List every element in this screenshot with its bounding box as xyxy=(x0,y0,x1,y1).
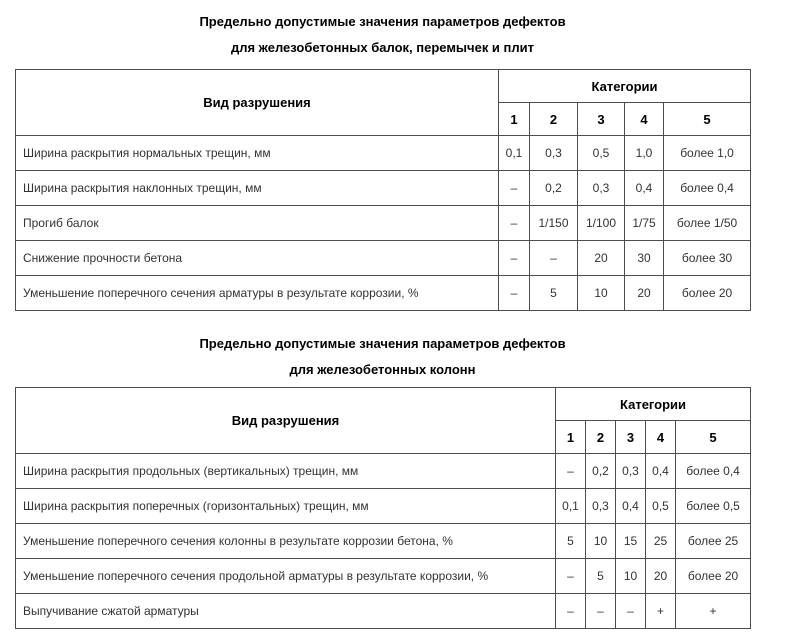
cell-value: 0,4 xyxy=(625,171,664,206)
cell-value: более 25 xyxy=(676,524,751,559)
cell-value: более 20 xyxy=(676,559,751,594)
table2-title xyxy=(15,331,750,383)
cell-value: – xyxy=(499,171,530,206)
kind-of-failure-header: Вид разрушения xyxy=(16,388,556,454)
row-label: Уменьшение поперечного сечения продольной арматуры в результате коррозии, % xyxy=(16,559,556,594)
cell-value: 0,2 xyxy=(586,454,616,489)
cell-value: 0,2 xyxy=(530,171,578,206)
cell-value: 0,3 xyxy=(530,136,578,171)
cell-value: 1/100 xyxy=(578,206,625,241)
table-row xyxy=(16,171,751,206)
cell-value: 0,3 xyxy=(578,171,625,206)
row-label: Ширина раскрытия нормальных трещин, мм xyxy=(16,136,499,171)
table-row xyxy=(16,241,751,276)
cell-value: 0,1 xyxy=(499,136,530,171)
cell-value: – xyxy=(586,594,616,629)
cell-value: 0,5 xyxy=(646,489,676,524)
cell-value: более 1,0 xyxy=(664,136,751,171)
cell-value: 5 xyxy=(556,524,586,559)
cell-value: – xyxy=(556,594,586,629)
defects-table-columns xyxy=(15,387,751,629)
cell-value: + xyxy=(676,594,751,629)
table2-title-line2: для железобетонных колонн xyxy=(289,362,476,377)
table1-title xyxy=(15,9,750,61)
cell-value: – xyxy=(556,559,586,594)
row-label: Уменьшение поперечного сечения арматуры в результате коррозии, % xyxy=(16,276,499,311)
row-label: Ширина раскрытия продольных (вертикальных) трещин, мм xyxy=(16,454,556,489)
table2-title-line1: Предельно допустимые значения параметров дефектов xyxy=(199,336,566,351)
category-5-header: 5 xyxy=(676,421,751,454)
cell-value: 10 xyxy=(578,276,625,311)
cell-value: 1/150 xyxy=(530,206,578,241)
table-row xyxy=(16,594,751,629)
cell-value: – xyxy=(499,206,530,241)
row-label: Ширина раскрытия поперечных (горизонтальных) трещин, мм xyxy=(16,489,556,524)
category-1-header: 1 xyxy=(499,103,530,136)
table-row xyxy=(16,489,751,524)
categories-header: Категории xyxy=(556,388,751,421)
category-2-header: 2 xyxy=(586,421,616,454)
cell-value: – xyxy=(556,454,586,489)
cell-value: 20 xyxy=(625,276,664,311)
cell-value: 0,4 xyxy=(616,489,646,524)
row-label: Прогиб балок xyxy=(16,206,499,241)
cell-value: более 0,5 xyxy=(676,489,751,524)
cell-value: 0,1 xyxy=(556,489,586,524)
cell-value: 0,3 xyxy=(586,489,616,524)
category-4-header: 4 xyxy=(625,103,664,136)
cell-value: 0,4 xyxy=(646,454,676,489)
cell-value: 10 xyxy=(586,524,616,559)
cell-value: более 20 xyxy=(664,276,751,311)
category-2-header: 2 xyxy=(530,103,578,136)
table-row xyxy=(16,559,751,594)
cell-value: 5 xyxy=(586,559,616,594)
defects-table-beams xyxy=(15,69,751,311)
table1-title-line2: для железобетонных балок, перемычек и плит xyxy=(230,40,535,55)
cell-value: 10 xyxy=(616,559,646,594)
cell-value: 30 xyxy=(625,241,664,276)
cell-value: более 1/50 xyxy=(664,206,751,241)
table-row xyxy=(16,206,751,241)
cell-value: 20 xyxy=(646,559,676,594)
category-4-header: 4 xyxy=(646,421,676,454)
cell-value: 0,3 xyxy=(616,454,646,489)
kind-of-failure-header: Вид разрушения xyxy=(16,70,499,136)
table-row xyxy=(16,524,751,559)
cell-value: 1/75 xyxy=(625,206,664,241)
cell-value: + xyxy=(646,594,676,629)
category-3-header: 3 xyxy=(616,421,646,454)
cell-value: 15 xyxy=(616,524,646,559)
categories-header: Категории xyxy=(499,70,751,103)
cell-value: более 0,4 xyxy=(664,171,751,206)
cell-value: – xyxy=(616,594,646,629)
cell-value: 0,5 xyxy=(578,136,625,171)
cell-value: 5 xyxy=(530,276,578,311)
cell-value: 1,0 xyxy=(625,136,664,171)
cell-value: – xyxy=(499,241,530,276)
row-label: Выпучивание сжатой арматуры xyxy=(16,594,556,629)
category-5-header: 5 xyxy=(664,103,751,136)
category-1-header: 1 xyxy=(556,421,586,454)
table-row xyxy=(16,136,751,171)
row-label: Уменьшение поперечного сечения колонны в результате коррозии бетона, % xyxy=(16,524,556,559)
cell-value: 25 xyxy=(646,524,676,559)
cell-value: – xyxy=(530,241,578,276)
table-header-row xyxy=(16,388,751,421)
table-row xyxy=(16,276,751,311)
cell-value: 20 xyxy=(578,241,625,276)
table-row xyxy=(16,454,751,489)
category-3-header: 3 xyxy=(578,103,625,136)
cell-value: более 0,4 xyxy=(676,454,751,489)
row-label: Ширина раскрытия наклонных трещин, мм xyxy=(16,171,499,206)
table-header-row xyxy=(16,70,751,103)
cell-value: более 30 xyxy=(664,241,751,276)
row-label: Снижение прочности бетона xyxy=(16,241,499,276)
table1-title-line1: Предельно допустимые значения параметров дефектов xyxy=(199,14,566,29)
cell-value: – xyxy=(499,276,530,311)
